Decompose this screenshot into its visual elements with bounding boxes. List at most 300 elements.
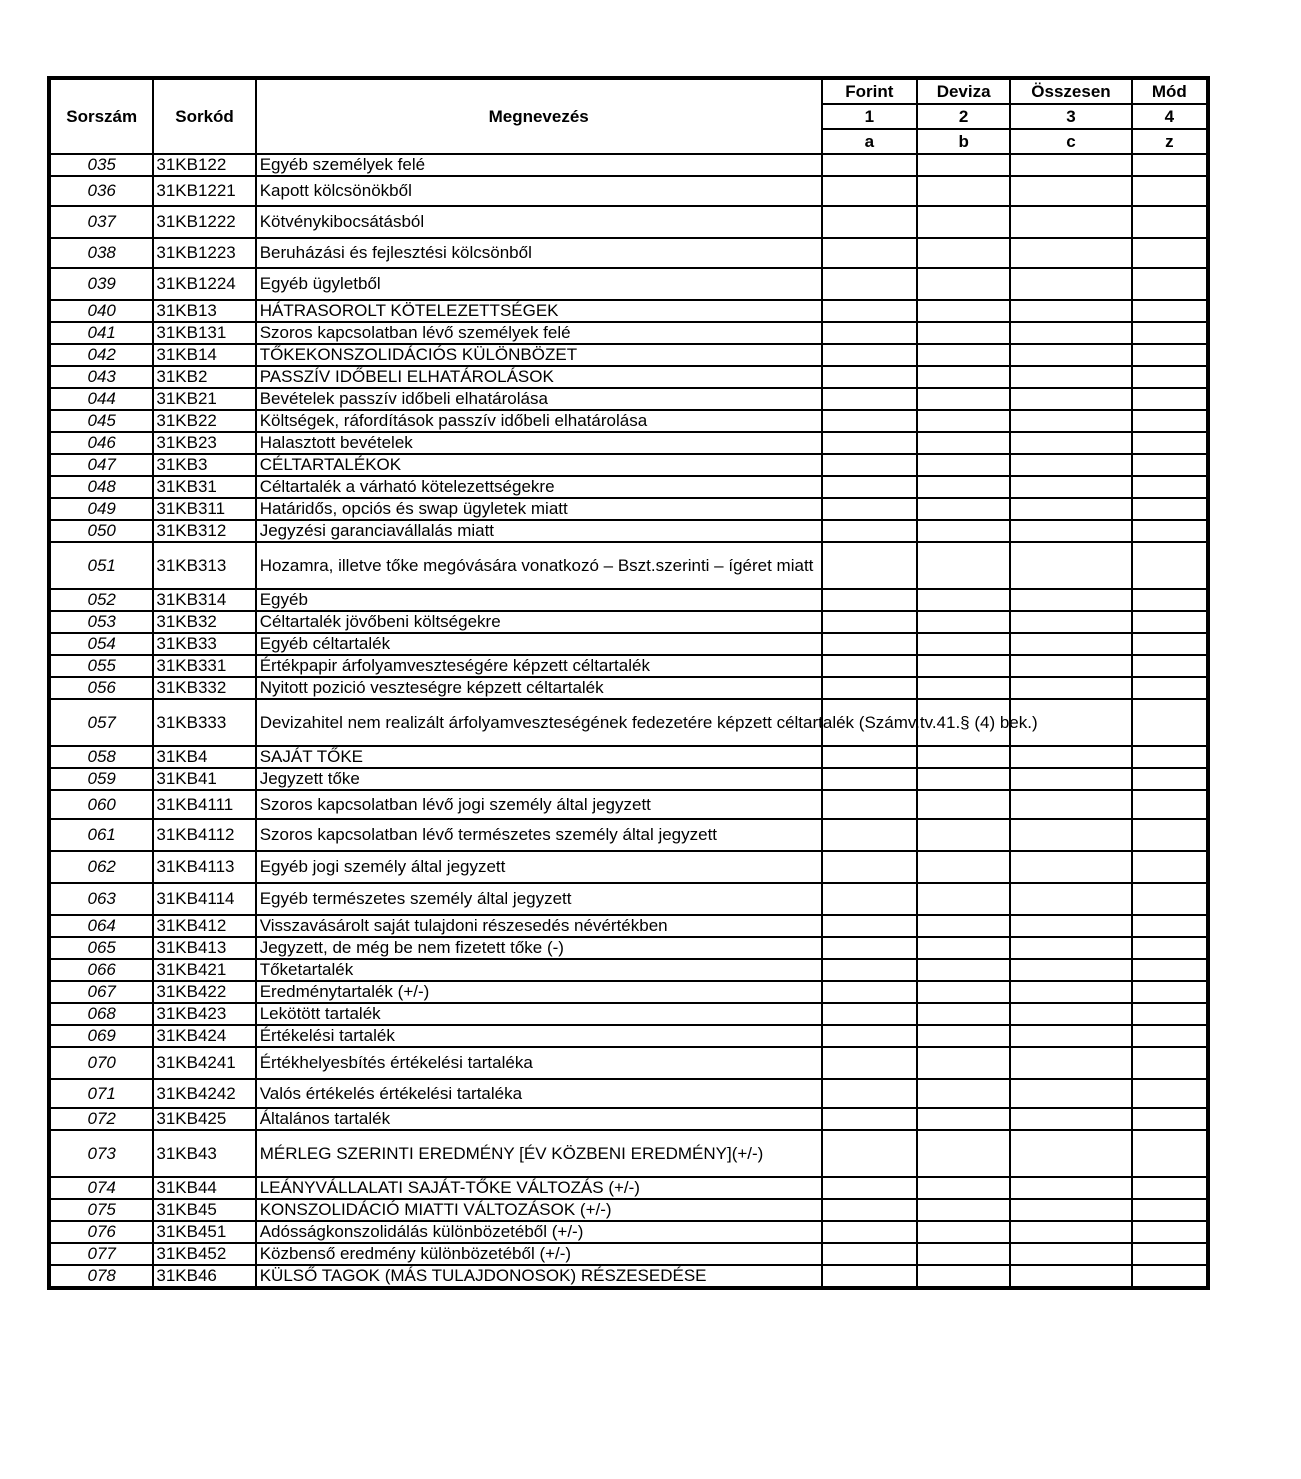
row-name: KÜLSŐ TAGOK (MÁS TULAJDONOSOK) RÉSZESEDÉSE [256,1265,822,1288]
cell-osszesen[interactable] [1010,883,1131,915]
row-code: 31KB4111 [153,790,255,819]
row-name: Szoros kapcsolatban lévő jogi személy által jegyzett [256,790,822,819]
table-row [49,432,1208,454]
cell-deviza[interactable] [917,1130,1010,1177]
cell-deviza[interactable] [917,1243,1010,1265]
cell-forint[interactable] [822,1025,917,1047]
row-name: Általános tartalék [256,1108,822,1130]
cell-mod[interactable] [1132,1177,1208,1199]
cell-mod[interactable] [1132,154,1208,176]
cell-deviza[interactable] [917,655,1010,677]
cell-mod[interactable] [1132,476,1208,498]
cell-osszesen[interactable] [1010,542,1131,589]
table-row [49,542,1208,589]
cell-mod[interactable] [1132,1221,1208,1243]
cell-deviza[interactable] [917,746,1010,768]
cell-osszesen[interactable] [1010,1130,1131,1177]
row-number: 047 [49,454,153,476]
cell-osszesen[interactable] [1010,476,1131,498]
cell-deviza[interactable] [917,790,1010,819]
cell-deviza[interactable] [917,268,1010,300]
row-code: 31KB46 [153,1265,255,1288]
cell-forint[interactable] [822,1130,917,1177]
header-sorkod: Sorkód [153,78,255,154]
row-code: 31KB44 [153,1177,255,1199]
cell-forint[interactable] [822,498,917,520]
row-name: Jegyzett, de még be nem fizetett tőke (-) [256,937,822,959]
cell-deviza[interactable] [917,432,1010,454]
cell-forint[interactable] [822,1199,917,1221]
cell-mod[interactable] [1132,768,1208,790]
cell-deviza[interactable] [917,1108,1010,1130]
cell-mod[interactable] [1132,454,1208,476]
row-number: 054 [49,633,153,655]
cell-osszesen[interactable] [1010,746,1131,768]
cell-deviza[interactable] [917,206,1010,238]
cell-forint[interactable] [822,1265,917,1288]
cell-osszesen[interactable] [1010,520,1131,542]
cell-mod[interactable] [1132,520,1208,542]
table-row [49,300,1208,322]
cell-forint[interactable] [822,981,917,1003]
row-name: Céltartalék jövőbeni költségekre [256,611,822,633]
cell-mod[interactable] [1132,981,1208,1003]
cell-deviza[interactable] [917,819,1010,851]
row-number: 048 [49,476,153,498]
cell-osszesen[interactable] [1010,1243,1131,1265]
cell-forint[interactable] [822,746,917,768]
row-code: 31KB4242 [153,1079,255,1108]
cell-deviza[interactable] [917,344,1010,366]
cell-mod[interactable] [1132,611,1208,633]
cell-mod[interactable] [1132,633,1208,655]
cell-forint[interactable] [822,819,917,851]
cell-deviza[interactable] [917,1079,1010,1108]
row-name: Hozamra, illetve tőke megóvására vonatkozó – Bszt.szerinti – ígéret miatt [256,542,822,589]
cell-osszesen[interactable] [1010,498,1131,520]
cell-forint[interactable] [822,768,917,790]
header-num-1: 1 [822,104,917,129]
cell-forint[interactable] [822,589,917,611]
row-code: 31KB451 [153,1221,255,1243]
cell-mod[interactable] [1132,959,1208,981]
table-row [49,176,1208,206]
table-row [49,268,1208,300]
header-code-a: a [822,129,917,154]
cell-deviza[interactable] [917,1199,1010,1221]
cell-deviza[interactable] [917,589,1010,611]
cell-forint[interactable] [822,520,917,542]
cell-mod[interactable] [1132,542,1208,589]
row-code: 31KB131 [153,322,255,344]
cell-deviza[interactable] [917,677,1010,699]
cell-forint[interactable] [822,1108,917,1130]
cell-mod[interactable] [1132,268,1208,300]
table-row [49,1199,1208,1221]
cell-osszesen[interactable] [1010,432,1131,454]
row-name: Devizahitel nem realizált árfolyamveszteségének fedezetére képzett céltartalék (Számv.tv.41.§ (4) bek.) [256,699,822,746]
row-number: 072 [49,1108,153,1130]
row-number: 058 [49,746,153,768]
row-name: Kötvénykibocsátásból [256,206,822,238]
row-number: 051 [49,542,153,589]
cell-deviza[interactable] [917,176,1010,206]
table-row [49,677,1208,699]
cell-deviza[interactable] [917,520,1010,542]
table-row [49,238,1208,268]
row-code: 31KB13 [153,300,255,322]
table-row [49,454,1208,476]
cell-deviza[interactable] [917,1003,1010,1025]
cell-mod[interactable] [1132,589,1208,611]
cell-osszesen[interactable] [1010,981,1131,1003]
table-row [49,154,1208,176]
cell-deviza[interactable] [917,851,1010,883]
cell-deviza[interactable] [917,1047,1010,1079]
row-name: Tőketartalék [256,959,822,981]
cell-osszesen[interactable] [1010,1047,1131,1079]
header-row-titles [49,78,1208,104]
cell-deviza[interactable] [917,154,1010,176]
row-code: 31KB4114 [153,883,255,915]
cell-mod[interactable] [1132,655,1208,677]
row-number: 040 [49,300,153,322]
cell-mod[interactable] [1132,851,1208,883]
cell-mod[interactable] [1132,1265,1208,1288]
cell-osszesen[interactable] [1010,819,1131,851]
cell-osszesen[interactable] [1010,176,1131,206]
cell-mod[interactable] [1132,1047,1208,1079]
row-code: 31KB22 [153,410,255,432]
header-code-b: b [917,129,1010,154]
cell-osszesen[interactable] [1010,677,1131,699]
cell-mod[interactable] [1132,498,1208,520]
table-row [49,790,1208,819]
row-number: 049 [49,498,153,520]
cell-mod[interactable] [1132,937,1208,959]
row-code: 31KB23 [153,432,255,454]
cell-osszesen[interactable] [1010,633,1131,655]
row-code: 31KB3 [153,454,255,476]
row-name: Kapott kölcsönökből [256,176,822,206]
cell-deviza[interactable] [917,388,1010,410]
row-code: 31KB1224 [153,268,255,300]
row-number: 044 [49,388,153,410]
cell-deviza[interactable] [917,498,1010,520]
cell-osszesen[interactable] [1010,937,1131,959]
table-row [49,819,1208,851]
cell-mod[interactable] [1132,1108,1208,1130]
cell-mod[interactable] [1132,432,1208,454]
table-row [49,915,1208,937]
cell-forint[interactable] [822,322,917,344]
row-name: Jegyzett tőke [256,768,822,790]
cell-forint[interactable] [822,300,917,322]
row-code: 31KB33 [153,633,255,655]
cell-osszesen[interactable] [1010,1199,1131,1221]
table-row [49,589,1208,611]
row-code: 31KB413 [153,937,255,959]
cell-forint[interactable] [822,388,917,410]
cell-forint[interactable] [822,476,917,498]
cell-forint[interactable] [822,206,917,238]
cell-deviza[interactable] [917,454,1010,476]
cell-deviza[interactable] [917,915,1010,937]
cell-osszesen[interactable] [1010,851,1131,883]
row-number: 046 [49,432,153,454]
row-code: 31KB1222 [153,206,255,238]
row-number: 055 [49,655,153,677]
header-sorszam: Sorszám [49,78,153,154]
row-number: 057 [49,699,153,746]
cell-forint[interactable] [822,633,917,655]
cell-deviza[interactable] [917,238,1010,268]
cell-forint[interactable] [822,1243,917,1265]
cell-mod[interactable] [1132,746,1208,768]
cell-deviza[interactable] [917,410,1010,432]
cell-osszesen[interactable] [1010,410,1131,432]
table-row [49,937,1208,959]
cell-forint[interactable] [822,1221,917,1243]
cell-osszesen[interactable] [1010,1265,1131,1288]
row-number: 041 [49,322,153,344]
cell-forint[interactable] [822,883,917,915]
cell-mod[interactable] [1132,819,1208,851]
row-name: Adósságkonszolidálás különbözetéből (+/-) [256,1221,822,1243]
row-name: Céltartalék a várható kötelezettségekre [256,476,822,498]
cell-osszesen[interactable] [1010,322,1131,344]
cell-osszesen[interactable] [1010,238,1131,268]
table-row [49,1265,1208,1288]
row-name: KONSZOLIDÁCIÓ MIATTI VÁLTOZÁSOK (+/-) [256,1199,822,1221]
cell-forint[interactable] [822,176,917,206]
row-name: Szoros kapcsolatban lévő természetes személy által jegyzett [256,819,822,851]
header-num-2: 2 [917,104,1010,129]
cell-osszesen[interactable] [1010,1177,1131,1199]
row-name: Egyéb jogi személy által jegyzett [256,851,822,883]
cell-forint[interactable] [822,611,917,633]
row-code: 31KB122 [153,154,255,176]
row-name: Visszavásárolt saját tulajdoni részesedés névértékben [256,915,822,937]
table-row [49,344,1208,366]
cell-deviza[interactable] [917,1221,1010,1243]
cell-osszesen[interactable] [1010,1003,1131,1025]
cell-forint[interactable] [822,344,917,366]
row-number: 071 [49,1079,153,1108]
cell-osszesen[interactable] [1010,300,1131,322]
cell-osszesen[interactable] [1010,611,1131,633]
row-name: TŐKEKONSZOLIDÁCIÓS KÜLÖNBÖZET [256,344,822,366]
cell-osszesen[interactable] [1010,206,1131,238]
cell-forint[interactable] [822,1047,917,1079]
row-number: 059 [49,768,153,790]
row-code: 31KB14 [153,344,255,366]
cell-deviza[interactable] [917,476,1010,498]
cell-forint[interactable] [822,1079,917,1108]
cell-forint[interactable] [822,238,917,268]
cell-forint[interactable] [822,268,917,300]
cell-mod[interactable] [1132,1025,1208,1047]
row-number: 074 [49,1177,153,1199]
header-code-z: z [1132,129,1208,154]
row-name: Beruházási és fejlesztési kölcsönből [256,238,822,268]
cell-mod[interactable] [1132,1199,1208,1221]
table-row [49,768,1208,790]
row-number: 067 [49,981,153,1003]
cell-osszesen[interactable] [1010,388,1131,410]
row-name: Egyéb [256,589,822,611]
row-name: Eredménytartalék (+/-) [256,981,822,1003]
header-num-3: 3 [1010,104,1131,129]
row-code: 31KB4241 [153,1047,255,1079]
row-code: 31KB331 [153,655,255,677]
cell-forint[interactable] [822,542,917,589]
cell-mod[interactable] [1132,300,1208,322]
cell-forint[interactable] [822,1003,917,1025]
table-row [49,410,1208,432]
cell-forint[interactable] [822,432,917,454]
header-deviza: Deviza [917,78,1010,104]
cell-deviza[interactable] [917,300,1010,322]
cell-mod[interactable] [1132,366,1208,388]
balance-sheet-table [47,76,1210,1290]
table-row [49,366,1208,388]
cell-osszesen[interactable] [1010,1079,1131,1108]
cell-osszesen[interactable] [1010,915,1131,937]
cell-osszesen[interactable] [1010,268,1131,300]
cell-mod[interactable] [1132,410,1208,432]
cell-forint[interactable] [822,366,917,388]
row-name: Határidős, opciós és swap ügyletek miatt [256,498,822,520]
cell-mod[interactable] [1132,677,1208,699]
cell-mod[interactable] [1132,1130,1208,1177]
cell-forint[interactable] [822,454,917,476]
row-name: MÉRLEG SZERINTI EREDMÉNY [ÉV KÖZBENI EREDMÉNY](+/-) [256,1130,822,1177]
cell-deviza[interactable] [917,959,1010,981]
row-code: 31KB1223 [153,238,255,268]
row-code: 31KB32 [153,611,255,633]
row-number: 035 [49,154,153,176]
row-code: 31KB21 [153,388,255,410]
row-number: 062 [49,851,153,883]
row-code: 31KB1221 [153,176,255,206]
row-number: 078 [49,1265,153,1288]
cell-forint[interactable] [822,655,917,677]
row-code: 31KB45 [153,1199,255,1221]
row-name: Értékpapir árfolyamveszteségére képzett céltartalék [256,655,822,677]
cell-osszesen[interactable] [1010,1221,1131,1243]
row-number: 068 [49,1003,153,1025]
table-row [49,883,1208,915]
table-row [49,498,1208,520]
cell-osszesen[interactable] [1010,1108,1131,1130]
cell-mod[interactable] [1132,388,1208,410]
cell-deviza[interactable] [917,1177,1010,1199]
cell-mod[interactable] [1132,322,1208,344]
cell-deviza[interactable] [917,611,1010,633]
cell-mod[interactable] [1132,883,1208,915]
cell-deviza[interactable] [917,322,1010,344]
row-code: 31KB332 [153,677,255,699]
cell-mod[interactable] [1132,206,1208,238]
cell-mod[interactable] [1132,238,1208,268]
cell-mod[interactable] [1132,699,1208,746]
cell-forint[interactable] [822,154,917,176]
cell-deviza[interactable] [917,1025,1010,1047]
row-code: 31KB333 [153,699,255,746]
row-code: 31KB4113 [153,851,255,883]
cell-osszesen[interactable] [1010,589,1131,611]
cell-deviza[interactable] [917,981,1010,1003]
cell-osszesen[interactable] [1010,959,1131,981]
cell-osszesen[interactable] [1010,454,1131,476]
cell-mod[interactable] [1132,790,1208,819]
cell-osszesen[interactable] [1010,1025,1131,1047]
cell-deviza[interactable] [917,1265,1010,1288]
table-row [49,655,1208,677]
cell-deviza[interactable] [917,633,1010,655]
cell-osszesen[interactable] [1010,768,1131,790]
cell-osszesen[interactable] [1010,344,1131,366]
cell-forint[interactable] [822,410,917,432]
cell-forint[interactable] [822,790,917,819]
cell-osszesen[interactable] [1010,366,1131,388]
row-code: 31KB424 [153,1025,255,1047]
table-row [49,1047,1208,1079]
table-row [49,322,1208,344]
cell-forint[interactable] [822,937,917,959]
row-code: 31KB314 [153,589,255,611]
cell-forint[interactable] [822,677,917,699]
cell-deviza[interactable] [917,542,1010,589]
cell-mod[interactable] [1132,1243,1208,1265]
row-name: Szoros kapcsolatban lévő személyek felé [256,322,822,344]
cell-deviza[interactable] [917,366,1010,388]
row-name: Egyéb természetes személy által jegyzett [256,883,822,915]
row-number: 038 [49,238,153,268]
row-name: Valós értékelés értékelési tartaléka [256,1079,822,1108]
cell-deviza[interactable] [917,883,1010,915]
cell-forint[interactable] [822,1177,917,1199]
cell-osszesen[interactable] [1010,790,1131,819]
row-number: 073 [49,1130,153,1177]
row-code: 31KB312 [153,520,255,542]
row-name: Értékhelyesbítés értékelési tartaléka [256,1047,822,1079]
cell-mod[interactable] [1132,1003,1208,1025]
table-row [49,746,1208,768]
cell-mod[interactable] [1132,176,1208,206]
row-code: 31KB452 [153,1243,255,1265]
cell-forint[interactable] [822,959,917,981]
cell-deviza[interactable] [917,937,1010,959]
row-number: 036 [49,176,153,206]
row-name: HÁTRASOROLT KÖTELEZETTSÉGEK [256,300,822,322]
cell-osszesen[interactable] [1010,154,1131,176]
cell-mod[interactable] [1132,915,1208,937]
table-row [49,1079,1208,1108]
cell-deviza[interactable] [917,768,1010,790]
cell-osszesen[interactable] [1010,655,1131,677]
row-number: 043 [49,366,153,388]
cell-forint[interactable] [822,851,917,883]
cell-mod[interactable] [1132,344,1208,366]
cell-mod[interactable] [1132,1079,1208,1108]
row-name: Egyéb ügyletből [256,268,822,300]
cell-forint[interactable] [822,915,917,937]
row-number: 063 [49,883,153,915]
row-number: 077 [49,1243,153,1265]
header-osszesen: Összesen [1010,78,1131,104]
